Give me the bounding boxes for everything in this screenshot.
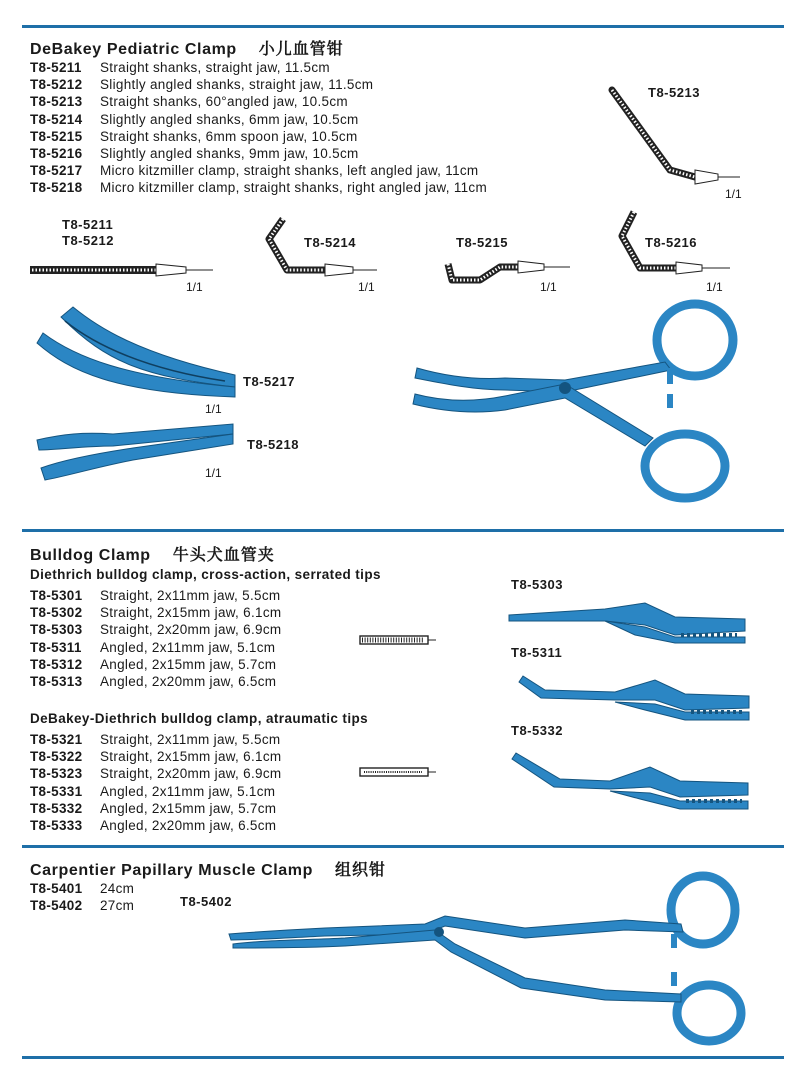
figure-label-t8-5213: T8-5213 bbox=[648, 85, 700, 100]
scale-label: 1/1 bbox=[358, 280, 375, 294]
section-divider bbox=[22, 845, 784, 848]
list-item: T8-5212 Slightly angled shanks, straight jaw, 11.5cm bbox=[30, 77, 374, 93]
subtitle-debakey-diethrich: DeBakey-Diethrich bulldog clamp, atraumatic tips bbox=[30, 711, 369, 726]
jaw-photo-t8-5217 bbox=[35, 305, 245, 400]
list-item: T8-5217 Micro kitzmiller clamp, straight shanks, left angled jaw, 11cm bbox=[30, 163, 479, 179]
section-title-cn: 组织钳 bbox=[335, 862, 387, 879]
jaw-drawing-atraumatic bbox=[358, 766, 438, 778]
jaw-drawing-t8-5213 bbox=[600, 80, 750, 190]
product-list-debakey bbox=[30, 59, 487, 197]
scale-label: 1/1 bbox=[205, 402, 222, 416]
clamp-photo-t8-5311 bbox=[515, 668, 755, 728]
section-title-cn: 小儿血管钳 bbox=[258, 41, 344, 58]
list-item: T8-5303 Straight, 2x20mm jaw, 6.9cm bbox=[30, 622, 282, 638]
scale-label: 1/1 bbox=[540, 280, 557, 294]
section-title-en: DeBakey Pediatric Clamp bbox=[30, 41, 237, 58]
list-item: T8-5312 Angled, 2x15mm jaw, 5.7cm bbox=[30, 656, 277, 672]
figure-label-t8-5303: T8-5303 bbox=[511, 577, 563, 592]
list-item: T8-5332 Angled, 2x15mm jaw, 5.7cm bbox=[30, 800, 277, 816]
jaw-drawing-t8-5211 bbox=[28, 260, 218, 280]
clamp-photo-t8-5402 bbox=[225, 868, 765, 1048]
clamp-photo-kitzmiller bbox=[405, 298, 735, 503]
list-item: T8-5323 Straight, 2x20mm jaw, 6.9cm bbox=[30, 766, 282, 782]
list-item: T8-5322 Straight, 2x15mm jaw, 6.1cm bbox=[30, 749, 282, 765]
scale-label: 1/1 bbox=[725, 187, 742, 201]
figure-label-t8-5218: T8-5218 bbox=[247, 437, 299, 452]
list-item: T8-5313 Angled, 2x20mm jaw, 6.5cm bbox=[30, 674, 277, 690]
product-list-diethrich bbox=[30, 587, 281, 690]
list-item: T8-5213 Straight shanks, 60°angled jaw, 10.5cm bbox=[30, 94, 348, 110]
list-item: T8-5215 Straight shanks, 6mm spoon jaw, 10.5cm bbox=[30, 128, 358, 144]
list-item: T8-5218 Micro kitzmiller clamp, straight shanks, right angled jaw, 11cm bbox=[30, 180, 488, 196]
figure-label-t8-5215: T8-5215 bbox=[456, 235, 508, 250]
jaw-drawing-serrated bbox=[358, 634, 438, 646]
list-item: T8-5311 Angled, 2x11mm jaw, 5.1cm bbox=[30, 639, 276, 655]
list-item: T8-5331 Angled, 2x11mm jaw, 5.1cm bbox=[30, 783, 276, 799]
section-divider bbox=[22, 529, 784, 532]
figure-label-t8-5212: T8-5212 bbox=[62, 233, 114, 248]
figure-label-t8-5402: T8-5402 bbox=[180, 894, 232, 909]
product-list-debakey-diethrich bbox=[30, 731, 281, 834]
scale-label: 1/1 bbox=[706, 280, 723, 294]
clamp-photo-t8-5303 bbox=[505, 597, 755, 647]
section-divider-top bbox=[22, 25, 784, 28]
list-item: T8-5333 Angled, 2x20mm jaw, 6.5cm bbox=[30, 818, 277, 834]
figure-label-t8-5311: T8-5311 bbox=[511, 645, 563, 660]
jaw-drawing-t8-5215 bbox=[440, 255, 580, 285]
list-item: T8-5402 27cm bbox=[30, 898, 135, 914]
jaw-drawing-t8-5214 bbox=[255, 215, 385, 285]
scale-label: 1/1 bbox=[186, 280, 203, 294]
scale-label: 1/1 bbox=[205, 466, 222, 480]
section-title-en: Carpentier Papillary Muscle Clamp bbox=[30, 862, 314, 879]
clamp-photo-t8-5332 bbox=[510, 745, 755, 820]
figure-label-t8-5332: T8-5332 bbox=[511, 723, 563, 738]
figure-label-t8-5216: T8-5216 bbox=[645, 235, 697, 250]
list-item: T8-5401 24cm bbox=[30, 881, 135, 896]
list-item: T8-5216 Slightly angled shanks, 9mm jaw, 10.5cm bbox=[30, 146, 359, 162]
list-item: T8-5321 Straight, 2x11mm jaw, 5.5cm bbox=[30, 732, 281, 747]
product-list-carpentier bbox=[30, 880, 134, 914]
section-title-cn: 牛头犬血管夹 bbox=[172, 547, 275, 564]
list-item: T8-5214 Slightly angled shanks, 6mm jaw, 10.5cm bbox=[30, 111, 359, 127]
list-item: T8-5302 Straight, 2x15mm jaw, 6.1cm bbox=[30, 605, 282, 621]
list-item: T8-5211 Straight shanks, straight jaw, 11.5cm bbox=[30, 60, 330, 75]
figure-label-t8-5214: T8-5214 bbox=[304, 235, 356, 250]
section-divider-bottom bbox=[22, 1056, 784, 1059]
section-title-debakey bbox=[30, 36, 344, 59]
section-title-bulldog bbox=[30, 542, 275, 565]
figure-label-t8-5211: T8-5211 bbox=[62, 217, 114, 232]
subtitle-diethrich: Diethrich bulldog clamp, cross-action, serrated tips bbox=[30, 567, 381, 582]
jaw-drawing-t8-5216 bbox=[610, 208, 750, 283]
list-item: T8-5301 Straight, 2x11mm jaw, 5.5cm bbox=[30, 588, 281, 603]
section-title-en: Bulldog Clamp bbox=[30, 547, 151, 564]
figure-label-t8-5217: T8-5217 bbox=[243, 374, 295, 389]
